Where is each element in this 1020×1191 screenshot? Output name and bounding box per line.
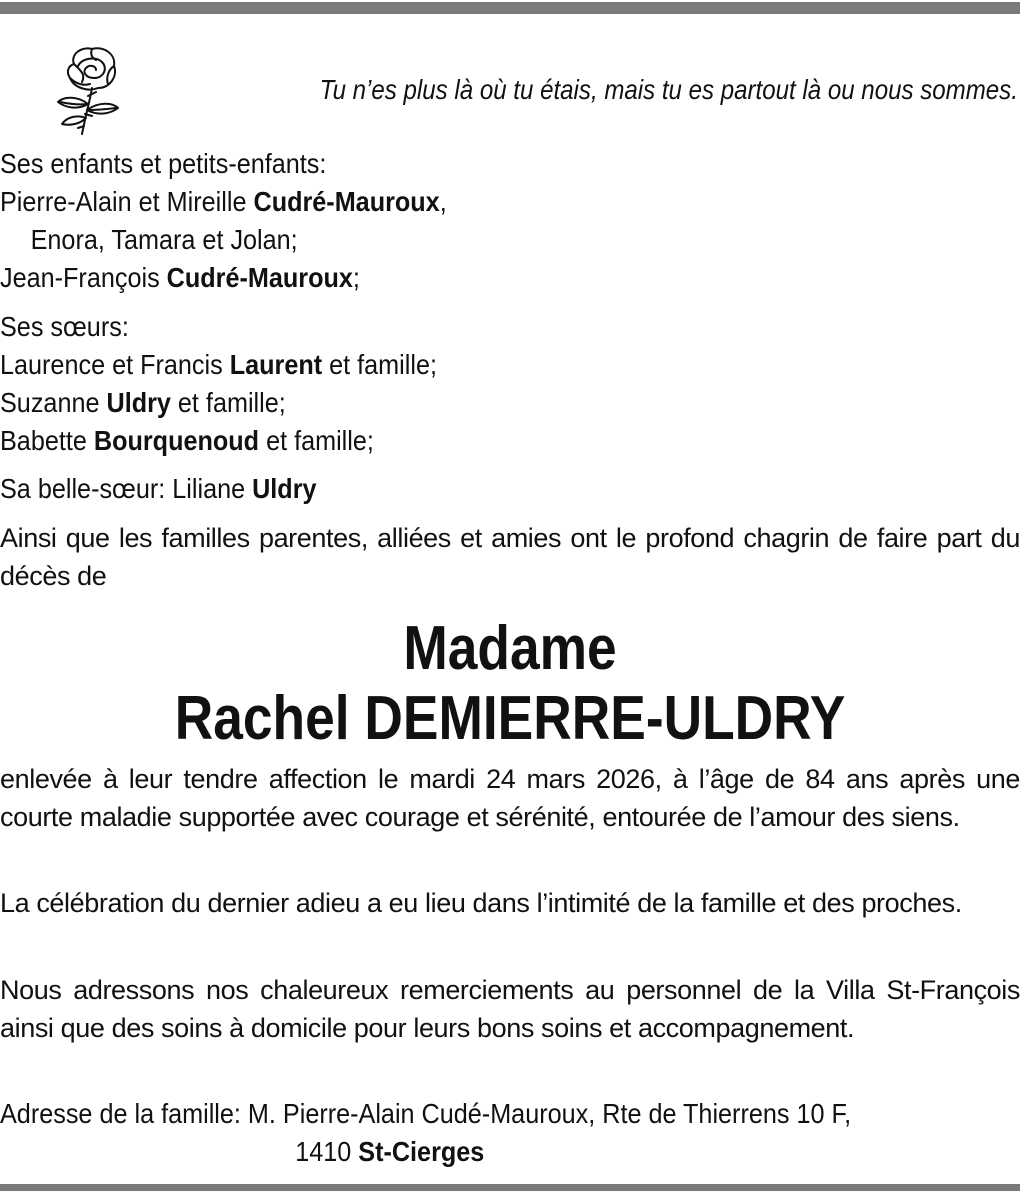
sisters-section xyxy=(0,308,1020,460)
family-member-line xyxy=(0,346,954,384)
punctuation: , xyxy=(439,186,447,217)
family-member-line xyxy=(0,384,954,422)
announcement-text: Ainsi que les familles parentes, alliées et amies ont le profond chagrin de faire part du décès de xyxy=(0,523,1020,591)
grandchildren-line: Enora, Tamara et Jolan; xyxy=(30,224,298,255)
top-rule xyxy=(0,2,1020,14)
inlaw-section xyxy=(0,470,1020,508)
member-names: Sa belle-sœur: Liliane xyxy=(0,473,246,504)
family-member-line xyxy=(0,259,954,297)
member-suffix: et famille; xyxy=(266,425,374,456)
deceased-heading xyxy=(0,614,1020,754)
member-names: Jean-François xyxy=(0,262,160,293)
member-surname: Uldry xyxy=(252,473,317,504)
member-surname: Bourquenoud xyxy=(93,425,260,456)
intro-section xyxy=(0,40,1020,140)
member-surname: Cudré-Mauroux xyxy=(253,186,440,217)
family-member-line xyxy=(0,422,954,460)
member-surname: Cudré-Mauroux xyxy=(166,262,353,293)
town: St-Cierges xyxy=(358,1136,485,1167)
punctuation: ; xyxy=(352,262,360,293)
thanks-text: Nous adressons nos chaleureux remerciements au personnel de la Villa St-François ainsi que des soins à domicile pour leurs bons soins et accompagnement. xyxy=(0,975,1020,1043)
address-town-line xyxy=(0,1133,954,1171)
bottom-rule xyxy=(0,1184,1020,1191)
deceased-name: Rachel DEMIERRE-ULDRY xyxy=(174,684,846,753)
death-text: enlevée à leur tendre affection le mardi 24 mars 2026, à l’âge de 84 ans après une courte maladie supportée avec courage et sérénité, entourée de l’amour des siens. xyxy=(0,764,1020,832)
rose-icon xyxy=(52,44,124,138)
sisters-heading: Ses sœurs: xyxy=(0,311,129,342)
family-member-line xyxy=(0,183,954,221)
children-heading: Ses enfants et petits-enfants: xyxy=(0,148,327,179)
ceremony-paragraph xyxy=(0,884,1020,922)
announcement-section xyxy=(0,519,1020,595)
death-paragraph xyxy=(0,760,1020,836)
address-line: Adresse de la famille: M. Pierre-Alain Cudé-Mauroux, Rte de Thierrens 10 F, xyxy=(0,1098,852,1129)
children-section xyxy=(0,145,1020,297)
member-suffix: et famille; xyxy=(329,349,437,380)
member-surname: Uldry xyxy=(106,387,171,418)
ceremony-text: La célébration du dernier adieu a eu lieu dans l’intimité de la famille et des proches. xyxy=(0,888,962,918)
thanks-paragraph xyxy=(0,971,1020,1047)
member-names: Babette xyxy=(0,425,87,456)
member-suffix: et famille; xyxy=(177,387,286,418)
postcode: 1410 xyxy=(295,1136,352,1167)
address-section xyxy=(0,1095,1020,1171)
family-member-line xyxy=(0,470,954,508)
member-surname: Laurent xyxy=(229,349,323,380)
memorial-quote: Tu n’es plus là où tu étais, mais tu es partout là ou nous sommes. xyxy=(319,74,1018,105)
member-names: Pierre-Alain et Mireille xyxy=(0,186,247,217)
deceased-title: Madame xyxy=(403,614,617,683)
member-names: Suzanne xyxy=(0,387,100,418)
member-names: Laurence et Francis xyxy=(0,349,223,380)
